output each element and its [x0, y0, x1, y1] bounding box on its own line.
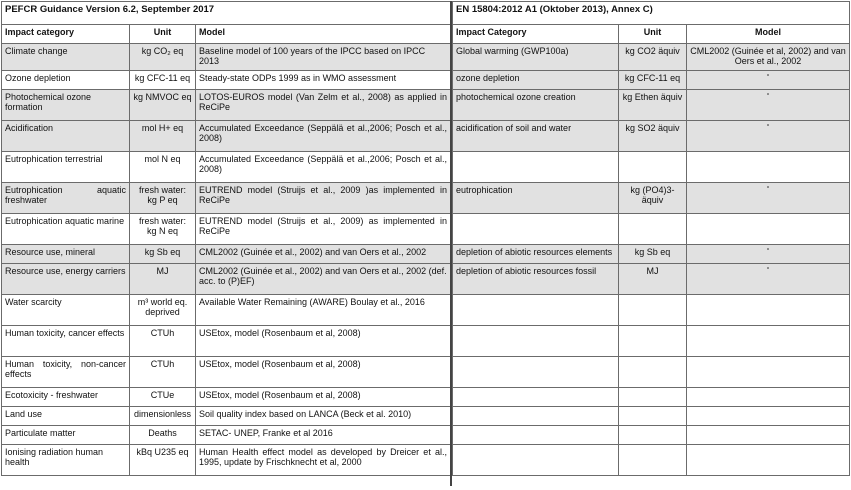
pefcr-row-eutro-terrestrial	[2, 152, 451, 183]
pefcr-cell-category: Ecotoxicity - freshwater	[2, 388, 130, 407]
pefcr-cell-category: Photochemical ozone formation	[2, 90, 130, 121]
en15804-cell-model: CML2002 (Guinée et al, 2002) and van Oers et al., 2002	[687, 44, 850, 71]
en15804-cell-model: “	[687, 121, 850, 152]
en15804-cell-model: “	[687, 71, 850, 90]
pefcr-cell-unit: kg NMVOC eq	[130, 90, 196, 121]
en15804-row-empty-terrestrial	[453, 152, 850, 183]
en15804-cell-category: depletion of abiotic resources elements	[453, 245, 619, 264]
en15804-cell-category: Global warming (GWP100a)	[453, 44, 619, 71]
pefcr-cell-model: USEtox, model (Rosenbaum et al, 2008)	[196, 388, 451, 407]
en15804-row-blank	[453, 426, 850, 445]
en15804-row-blank	[453, 445, 850, 476]
en15804-cell-category: acidification of soil and water	[453, 121, 619, 152]
pefcr-cell-model: Human Health effect model as developed by Dreicer et al., 1995, update by Frischknecht et al, 2000	[196, 445, 451, 476]
pefcr-cell-category: Ionising radiation human health	[2, 445, 130, 476]
pefcr-cell-category: Human toxicity, cancer effects	[2, 326, 130, 357]
en15804-cell-category: photochemical ozone creation	[453, 90, 619, 121]
pefcr-cell-unit: Deaths	[130, 426, 196, 445]
pefcr-cell-category: Acidification	[2, 121, 130, 152]
pefcr-cell-category: Resource use, energy carriers	[2, 264, 130, 295]
en15804-cell-category: depletion of abiotic resources fossil	[453, 264, 619, 295]
en15804-row-global-warming	[453, 44, 850, 71]
pefcr-cell-unit: kg CFC-11 eq	[130, 71, 196, 90]
pefcr-row-ozone	[2, 71, 451, 90]
en15804-row-empty-marine	[453, 214, 850, 245]
en15804-cell-category: eutrophication	[453, 183, 619, 214]
pefcr-cell-model: Accumulated Exceedance (Seppälä et al.,2006; Posch et al., 2008)	[196, 121, 451, 152]
en15804-header-unit: Unit	[619, 25, 687, 44]
pefcr-cell-model: CML2002 (Guinée et al., 2002) and van Oers et al., 2002	[196, 245, 451, 264]
pefcr-row-climate	[2, 44, 451, 71]
pefcr-cell-model: Available Water Remaining (AWARE) Boulay et al., 2016	[196, 295, 451, 326]
en15804-row-eutrophication	[453, 183, 850, 214]
pefcr-row-ionising	[2, 445, 451, 476]
pefcr-cell-category: Water scarcity	[2, 295, 130, 326]
en15804-row-blank	[453, 388, 850, 407]
pefcr-header-category: Impact category	[2, 25, 130, 44]
pefcr-title: PEFCR Guidance Version 6.2, September 2017	[2, 2, 451, 25]
en15804-cell-category: ozone depletion	[453, 71, 619, 90]
en15804-row-ozone	[453, 71, 850, 90]
pefcr-row-photochemical	[2, 90, 451, 121]
pefcr-row-particulate	[2, 426, 451, 445]
en15804-cell-unit	[619, 152, 687, 183]
en15804-cell-unit: kg CO2 äquiv	[619, 44, 687, 71]
en15804-cell-unit: kg SO2 äquiv	[619, 121, 687, 152]
pefcr-cell-model: LOTOS-EUROS model (Van Zelm et al., 2008) as applied in ReCiPe	[196, 90, 451, 121]
pefcr-cell-category: Climate change	[2, 44, 130, 71]
pefcr-cell-model: SETAC- UNEP, Franke et al 2016	[196, 426, 451, 445]
pefcr-cell-category: Eutrophication aquatic freshwater	[2, 183, 130, 214]
pefcr-cell-model: USEtox, model (Rosenbaum et al, 2008)	[196, 326, 451, 357]
en15804-title: EN 15804:2012 A1 (Oktober 2013), Annex C)	[453, 2, 850, 25]
pefcr-row-eutro-marine	[2, 214, 451, 245]
pefcr-cell-unit: kg CO₂ eq	[130, 44, 196, 71]
pefcr-cell-unit: mol H+ eq	[130, 121, 196, 152]
en15804-cell-unit: kg Sb eq	[619, 245, 687, 264]
en15804-header-category: Impact Category	[453, 25, 619, 44]
pefcr-header-unit: Unit	[130, 25, 196, 44]
pefcr-cell-unit: CTUe	[130, 388, 196, 407]
pefcr-row-eutro-freshwater	[2, 183, 451, 214]
pefcr-row-resource-mineral	[2, 245, 451, 264]
pefcr-cell-category: Land use	[2, 407, 130, 426]
pefcr-cell-category: Human toxicity, non-cancer effects	[2, 357, 130, 388]
pefcr-row-resource-energy	[2, 264, 451, 295]
pefcr-cell-unit: fresh water: kg P eq	[130, 183, 196, 214]
en15804-cell-unit: kg (PO4)3-äquiv	[619, 183, 687, 214]
pefcr-cell-category: Eutrophication terrestrial	[2, 152, 130, 183]
en15804-row-blank	[453, 357, 850, 388]
pefcr-cell-unit: dimensionless	[130, 407, 196, 426]
pefcr-row-human-tox-noncancer	[2, 357, 451, 388]
en15804-row-blank	[453, 326, 850, 357]
pefcr-cell-unit: CTUh	[130, 357, 196, 388]
pefcr-cell-model: Steady-state ODPs 1999 as in WMO assessment	[196, 71, 451, 90]
en15804-row-abiotic-fossil	[453, 264, 850, 295]
pefcr-cell-model: Accumulated Exceedance (Seppälä et al.,2006; Posch et al., 2008)	[196, 152, 451, 183]
pefcr-cell-category: Particulate matter	[2, 426, 130, 445]
en15804-row-photochemical	[453, 90, 850, 121]
pefcr-row-ecotox	[2, 388, 451, 407]
pefcr-header-model: Model	[196, 25, 451, 44]
pefcr-cell-unit: kg Sb eq	[130, 245, 196, 264]
pefcr-cell-category: Ozone depletion	[2, 71, 130, 90]
pefcr-cell-category: Eutrophication aquatic marine	[2, 214, 130, 245]
en15804-cell-model: “	[687, 264, 850, 295]
pefcr-row-human-tox-cancer	[2, 326, 451, 357]
pefcr-cell-model: EUTREND model (Struijs et al., 2009 )as implemented in ReCiPe	[196, 183, 451, 214]
en15804-cell-model	[687, 214, 850, 245]
pefcr-cell-model: Soil quality index based on LANCA (Beck et al. 2010)	[196, 407, 451, 426]
en15804-row-blank	[453, 295, 850, 326]
pefcr-row-acidification	[2, 121, 451, 152]
en15804-cell-model: “	[687, 183, 850, 214]
pefcr-cell-category: Resource use, mineral	[2, 245, 130, 264]
pefcr-cell-model: USEtox, model (Rosenbaum et al, 2008)	[196, 357, 451, 388]
pefcr-table	[1, 1, 451, 476]
pefcr-cell-model: Baseline model of 100 years of the IPCC based on IPCC 2013	[196, 44, 451, 71]
en15804-cell-unit: kg CFC-11 eq	[619, 71, 687, 90]
en15804-cell-model	[687, 152, 850, 183]
en15804-cell-unit	[619, 214, 687, 245]
en15804-header-model: Model	[687, 25, 850, 44]
en15804-row-abiotic-elements	[453, 245, 850, 264]
pefcr-cell-model: CML2002 (Guinée et al., 2002) and van Oers et al., 2002 (def. acc. to (P)EF)	[196, 264, 451, 295]
pefcr-cell-unit: kBq U235 eq	[130, 445, 196, 476]
en15804-row-blank	[453, 407, 850, 426]
en15804-table	[452, 1, 850, 476]
en15804-cell-unit: kg Ethen äquiv	[619, 90, 687, 121]
pefcr-cell-unit: fresh water: kg N eq	[130, 214, 196, 245]
pefcr-row-water-scarcity	[2, 295, 451, 326]
en15804-cell-category	[453, 152, 619, 183]
pefcr-cell-unit: mol N eq	[130, 152, 196, 183]
pefcr-cell-model: EUTREND model (Struijs et al., 2009) as implemented in ReCiPe	[196, 214, 451, 245]
pefcr-cell-unit: MJ	[130, 264, 196, 295]
pefcr-cell-unit: m³ world eq. deprived	[130, 295, 196, 326]
pefcr-row-land-use	[2, 407, 451, 426]
en15804-row-acidification	[453, 121, 850, 152]
en15804-cell-category	[453, 214, 619, 245]
en15804-cell-model: “	[687, 245, 850, 264]
en15804-cell-unit: MJ	[619, 264, 687, 295]
en15804-cell-model: “	[687, 90, 850, 121]
pefcr-cell-unit: CTUh	[130, 326, 196, 357]
